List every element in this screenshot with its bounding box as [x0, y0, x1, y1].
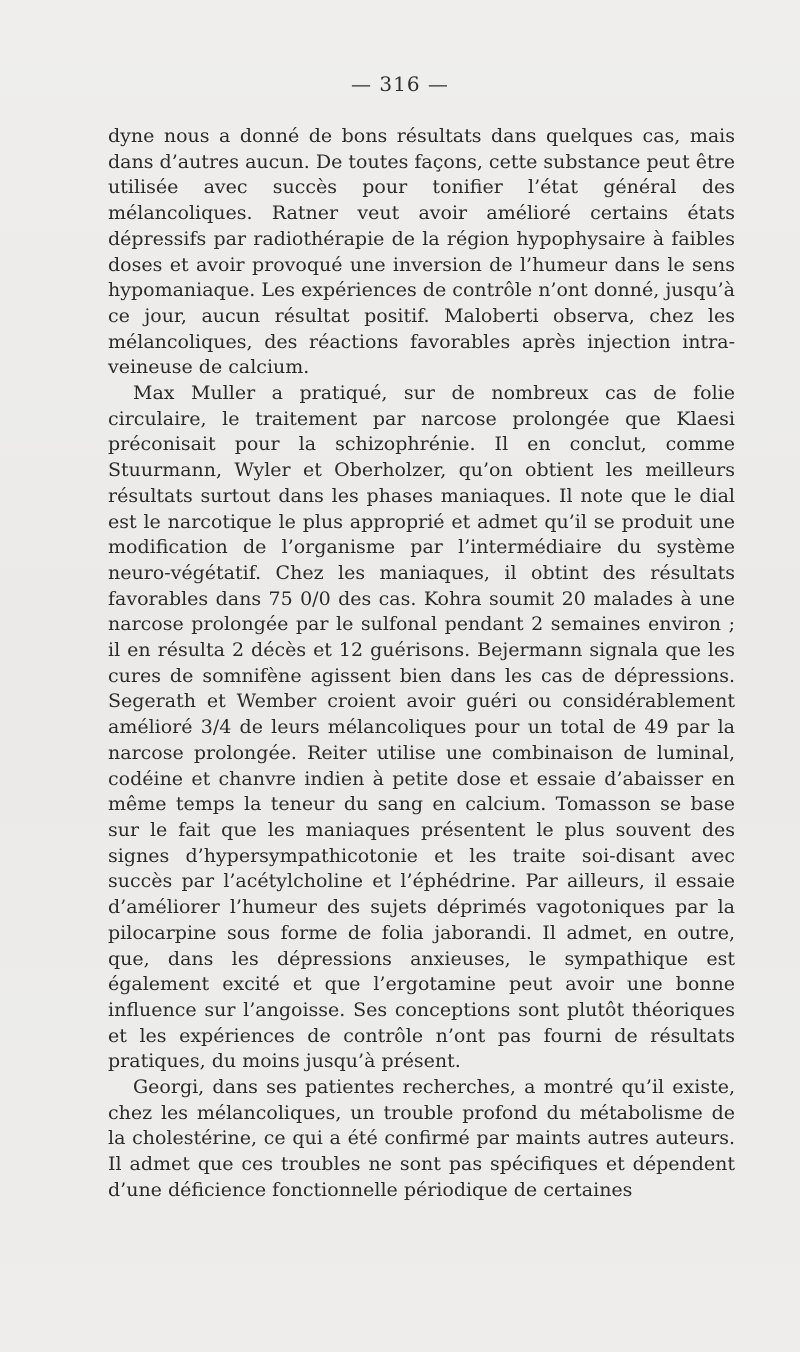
body-text: [108, 124, 735, 1204]
page-number: — 316 —: [351, 72, 449, 96]
paragraph-3: Georgi, dans ses patientes recherches, a montré qu’il existe, chez les mélancoliques, un trouble profond du métabolisme de la cholestérine, ce qui a été confirmé par maints autres auteurs. Il admet que ces troubles ne sont pas spécifiques et dépendent d’une déficience fonctionnelle périodique de certaines: [108, 1076, 735, 1201]
paragraph-2: Max Muller a pratiqué, sur de nombreux cas de folie circulaire, le traitement par narcose prolongée que Klaesi préconisait pour la schizophrénie. Il en conclut, comme Stuurmann, Wyler et Oberholzer, qu’on obtient les meilleurs résultats surtout dans les phases maniaques. Il note que le dial est le narcotique le plus approprié et admet qu’il se produit une modification de l’organisme par l’intermédiaire du système neuro-végétatif. Chez les maniaques, il obtint des résultats favorables dans 75 0/0 des cas. Kohra soumit 20 malades à une narcose prolongée par le sulfonal pendant 2 semaines environ ; il en résulta 2 décès et 12 guérisons. Bejermann signala que les cures de somnifène agissent bien dans les cas de dépressions. Segerath et Wember croient avoir guéri ou considérablement amélioré 3/4 de leurs mélancoliques pour un total de 49 par la narcose prolongée. Reiter utilise une combinaison de luminal, codéine et chanvre indien à petite dose et essaie d’abaisser en même temps la teneur du sang en calcium. Tomasson se base sur le fait que les maniaques présentent le plus souvent des signes d’hypersympathicotonie et les traite soi-disant avec succès par l’acétylcholine et l’éphédrine. Par ailleurs, il essaie d’améliorer l’humeur des sujets déprimés vagotoniques par la pilocarpine sous forme de folia jaborandi. Il admet, en outre, que, dans les dépressions anxieuses, le sympathique est également excité et que l’ergotamine peut avoir une bonne influence sur l’angoisse. Ses conceptions sont plutôt théoriques et les expériences de contrôle n’ont pas fourni de résultats pratiques, du moins jusqu’à présent.: [108, 382, 735, 1073]
paragraph-1: dyne nous a donné de bons résultats dans quelques cas, mais dans d’autres aucun. De toutes façons, cette substance peut être utilisée avec succès pour tonifier l’état général des mélancoliques. Ratner veut avoir amélioré certains états dépressifs par radiothérapie de la région hypophysaire à faibles doses et avoir provoqué une inversion de l’humeur dans le sens hypomaniaque. Les expériences de contrôle n’ont donné, jusqu’à ce jour, aucun résultat positif. Maloberti observa, chez les mélancoliques, des réactions favorables après injection intra-veineuse de calcium.: [108, 125, 735, 379]
